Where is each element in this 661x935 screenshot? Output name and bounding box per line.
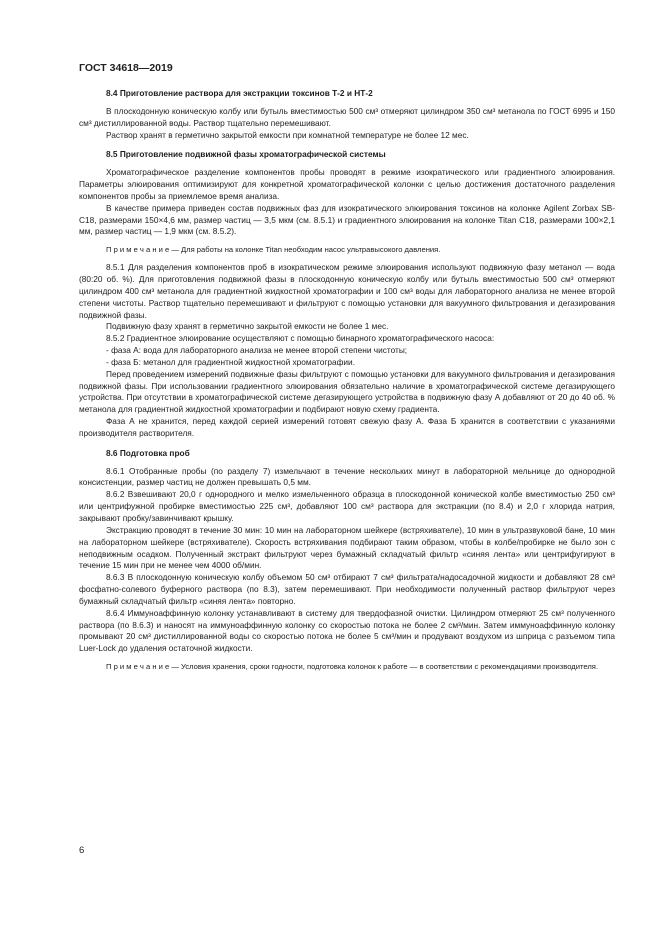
list-item: - фаза Б: метанол для градиентной жидкостной хроматографии. bbox=[106, 356, 355, 367]
paragraph: 8.6.1 Отобранные пробы (по разделу 7) измельчают в течение нескольких минут в лабораторной мельнице до однородной консистенции, размер частиц не должен превышать 0,5 мм. bbox=[79, 465, 615, 488]
note-text: — Условия хранения, сроки годности, подготовка колонок к работе — в соответствии с рекомендациями производителя. bbox=[169, 662, 598, 672]
paragraph: 8.6.4 Иммуноаффинную колонку устанавливают в систему для твердофазной очистки. Цилиндром отмеряют 25 см³ полученного раствора (по 8.6.3) и наносят на иммуноаффинную колонку со скоростью потока не более 2 см³/мин. Затем иммуноаффинную колонку промывают 20 см³ дистиллированной воды со скоростью потока не более 5 см³/мин и продувают воздухом из шприца с разъемом типа Luer-Lock до удаления остаточной жидкости. bbox=[79, 607, 615, 654]
paragraph: Раствор хранят в герметично закрытой емкости при комнатной температуре не более 12 мес. bbox=[106, 129, 469, 140]
page-number: 6 bbox=[79, 845, 85, 856]
list-item: - фаза А: вода для лабораторного анализа не менее второй степени чистоты; bbox=[106, 345, 408, 356]
standard-header: ГОСТ 34618—2019 bbox=[79, 62, 173, 74]
paragraph: 8.6.3 В плоскодонную коническую колбу объемом 50 см³ отбирают 7 см³ фильтрата/надосадочной жидкости и добавляют 28 см³ фосфатно-солевого буферного раствора (по 8.3), затем перемешивают. При необходимости полученный раствор фильтруют через бумажный складчатый фильтр «синяя лента» повторно. bbox=[79, 572, 615, 606]
note bbox=[79, 244, 615, 256]
paragraph: 8.5.2 Градиентное элюирование осуществляют с помощью бинарного хроматографического насоса: bbox=[106, 333, 495, 344]
section-heading-8-4: 8.4 Приготовление раствора для экстракции токсинов Т-2 и НТ-2 bbox=[106, 88, 373, 98]
paragraph: Подвижную фазу хранят в герметично закрытой емкости не более 1 мес. bbox=[106, 321, 389, 332]
paragraph: Перед проведением измерений подвижные фазы фильтруют с помощью установки для вакуумного фильтрования и дегазирования подвижной фазы. При использовании градиентного элюирования обязательно наличие в хроматографической системе дегазирующего устройства. При отсутствии в хроматографической системе дегазирующего устройства в подвижную фазу А добавляют от 20 до 40 об. % метанола для градиентной жидкостной хроматографии и подбирают новую схему градиента. bbox=[79, 368, 615, 415]
section-heading-8-6: 8.6 Подготовка проб bbox=[106, 447, 190, 458]
paragraph: Хроматографическое разделение компонентов пробы проводят в режиме изократического или градиентного элюирования. Параметры элюирования оптимизируют для конкретной хроматографической колонки с целью достижения достаточного разделения компонентов пробы за приемлемое время анализа. bbox=[79, 167, 615, 201]
note-label: П р и м е ч а н и е bbox=[106, 662, 170, 672]
document-body bbox=[79, 88, 615, 679]
note bbox=[79, 661, 615, 673]
paragraph: 8.5.1 Для разделения компонентов проб в изократическом режиме элюирования используют подвижную фазу метанол — вода (80:20 об. %). Для приготовления подвижной фазы в плоскодонную коническую колбу или бутыль вместимостью 500 см³ отмеряют цилиндром 400 см³ метанола для градиентной жидкостной хроматографии и 100 см³ воды для лабораторного анализа не менее второй степени чистоты. Раствор тщательно перемешивают и фильтруют с помощью установки для вакуумного фильтрования и дегазирования подвижной фазы. bbox=[79, 262, 615, 320]
paragraph: В плоскодонную коническую колбу или бутыль вместимостью 500 см³ отмеряют цилиндром 350 см³ метанола по ГОСТ 6995 и 150 см³ дистиллированной воды. Раствор тщательно перемешивают. bbox=[79, 105, 615, 128]
section-heading-8-5: 8.5 Приготовление подвижной фазы хроматографической системы bbox=[106, 149, 386, 160]
paragraph: 8.6.2 Взвешивают 20,0 г однородного и мелко измельченного образца в плоскодонной конической колбе вместимостью 250 см³ или центрифужной пробирке вместимостью 225 см³, добавляют 100 см³ раствора для экстракции (по 8.4) и 2,0 г хлорида натрия, закрывают пробку/завинчивают крышку. bbox=[79, 489, 615, 523]
paragraph: В качестве примера приведен состав подвижных фаз для изократического элюирования токсинов на колонке Agilent Zorbax SB-C18, размерами 150×4,6 мм, размер частиц — 3,5 мкм (см. 8.5.1) и градиентного элюирования на колонке Titan C18, размерами 100×2,1 мм, размер частиц — 1,9 мкм (см. 8.5.2). bbox=[79, 202, 615, 237]
note-label: П р и м е ч а н и е bbox=[106, 245, 170, 255]
paragraph: Экстракцию проводят в течение 30 мин: 10 мин на лабораторном шейкере (встряхивателе), 10 мин в ультразвуковой бане, 10 мин на лабораторном шейкере (встряхивателе). Скорость встряхивания подбирают таким образом, чтобы в колбе/пробирке не было зон с неподвижным осадком. Полученный экстракт фильтруют через бумажный складчатый фильтр «синяя лента» или центрифугируют в течение 15 мин при не менее чем 4000 об/мин. bbox=[79, 524, 615, 571]
paragraph: Фаза А не хранится, перед каждой серией измерений готовят свежую фазу А. Фаза Б хранится в соответствии с указаниями производителя растворителя. bbox=[79, 416, 615, 438]
note-text: — Для работы на колонке Titan необходим насос ультравысокого давления. bbox=[169, 245, 441, 255]
